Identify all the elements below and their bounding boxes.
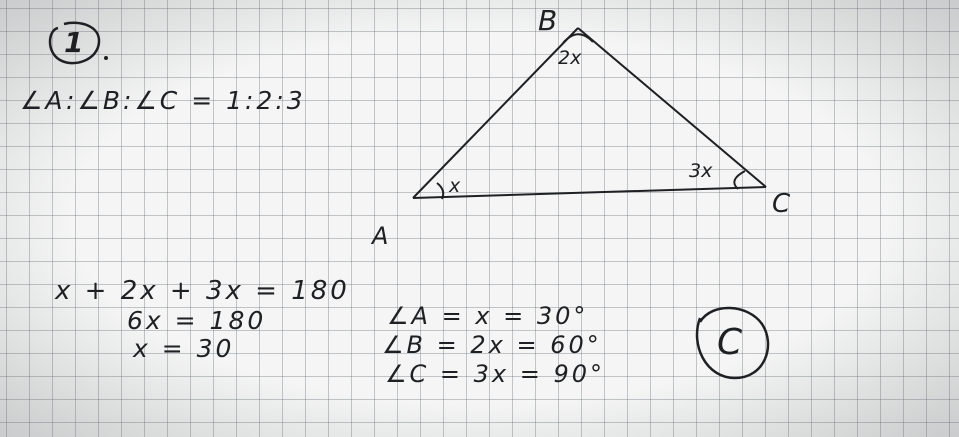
equation-line-3: x = 30	[133, 334, 235, 363]
angle-arc-c	[734, 171, 745, 189]
answer-choice: C	[717, 322, 743, 363]
ratio-statement: ∠A:∠B:∠C = 1:2:3	[20, 86, 306, 115]
angle-label-a: x	[449, 175, 461, 197]
problem-number: 1	[64, 26, 87, 59]
angle-label-c: 3x	[689, 160, 713, 182]
side-ab	[413, 28, 578, 198]
result-angle-c: ∠C = 3x = 90°	[385, 360, 606, 388]
vertex-label-b: B	[538, 4, 558, 37]
side-bc	[578, 28, 766, 187]
vertex-label-c: C	[772, 189, 791, 219]
angle-label-b: 2x	[558, 47, 582, 69]
angle-arc-b	[563, 34, 593, 43]
equation-line-1: x + 2x + 3x = 180	[55, 276, 350, 306]
side-ac	[413, 187, 766, 198]
result-angle-b: ∠B = 2x = 60°	[382, 331, 602, 359]
result-angle-a: ∠A = x = 30°	[387, 302, 589, 330]
vertex-label-a: A	[372, 222, 389, 250]
equation-line-2: 6x = 180	[127, 306, 267, 335]
